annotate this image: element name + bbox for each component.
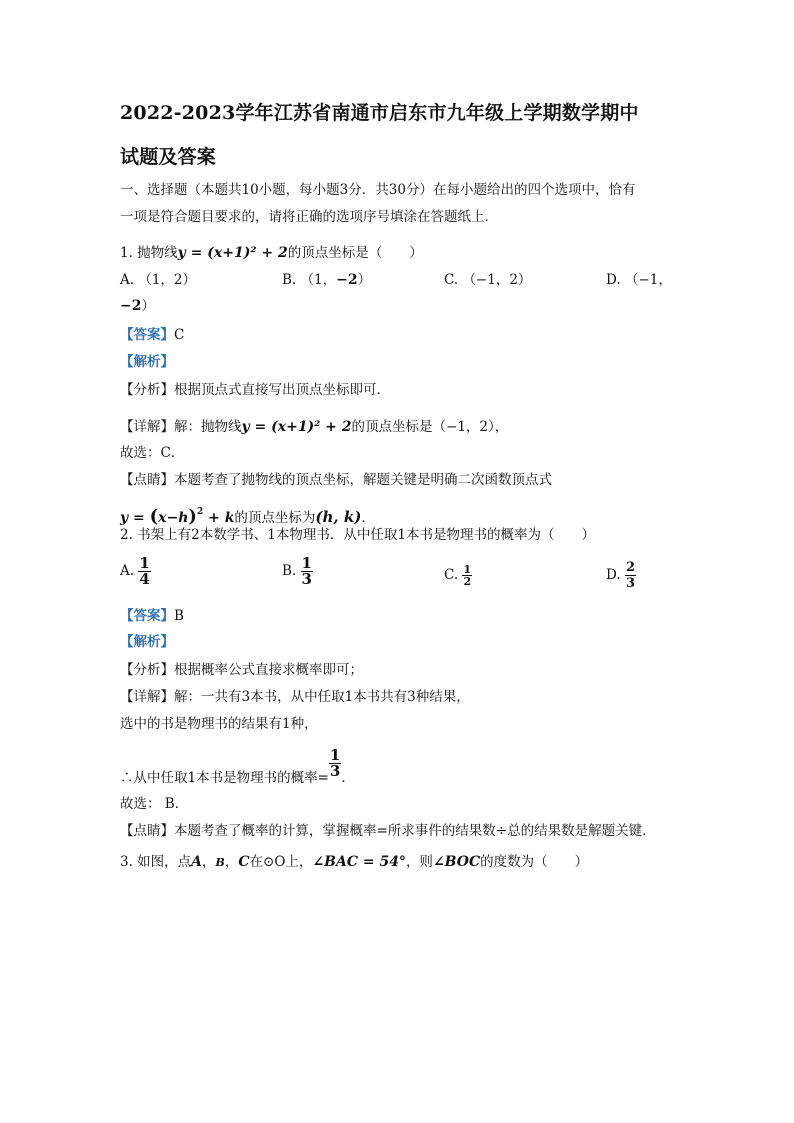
question-1-comment xyxy=(120,470,552,490)
detail-text: 解：抛物线 xyxy=(174,419,242,435)
option-value-end: ） xyxy=(357,272,372,288)
point-b: B xyxy=(215,856,225,869)
question-1-choose: 故选：C． xyxy=(120,445,185,461)
comment-end: ． xyxy=(361,510,375,526)
section-intro-line-1: 一、选择题（本题共10小题，每小题3分．共30分）在每小题给出的四个选项中，恰有 xyxy=(120,182,636,198)
option-value: （−1， xyxy=(624,272,672,288)
question-2-detail-3 xyxy=(120,748,355,788)
question-2-analysis-heading xyxy=(120,632,174,652)
question-2-comment xyxy=(120,821,656,841)
point-a: A xyxy=(191,854,203,870)
option-label: D. xyxy=(606,567,621,583)
fenxi-tag: 【分析】 xyxy=(120,382,174,398)
fraction xyxy=(462,564,472,587)
comment-text-mid: 的顶点坐标为 xyxy=(234,510,316,526)
comment-tag: 【点睛】 xyxy=(120,472,174,488)
question-1-suffix: 的顶点坐标是（ ） xyxy=(287,245,423,261)
question-3-prefix: 3. 如图，点 xyxy=(120,854,192,870)
vertex-point: (h, k) xyxy=(315,508,362,526)
numerator: 1 xyxy=(139,554,150,572)
comment-tag: 【点睛】 xyxy=(120,823,174,839)
question-2-fenxi xyxy=(120,660,363,680)
option-label: D. xyxy=(606,272,621,288)
question-2-stem: 2. 书架上有2本数学书、1本物理书．从中任取1本书是物理书的概率为（ ） xyxy=(120,527,595,543)
question-1-analysis-heading xyxy=(120,352,174,372)
question-1-option-c xyxy=(444,270,531,290)
analysis-tag: 【解析】 xyxy=(120,634,174,650)
fenxi-text: 根据顶点式直接写出顶点坐标即可． xyxy=(174,382,390,398)
numerator: 1 xyxy=(329,746,341,764)
question-2-answer xyxy=(120,606,184,626)
denominator: 3 xyxy=(625,576,635,591)
question-1-option-d-continued xyxy=(120,296,155,316)
option-label: C. xyxy=(444,567,459,583)
question-1-option-a xyxy=(120,270,196,290)
question-3-mid2: ，则 xyxy=(405,854,433,870)
fraction xyxy=(625,560,636,591)
analysis-tag: 【解析】 xyxy=(120,354,174,370)
detail-text-end: 的顶点坐标是（−1，2）， xyxy=(351,419,509,435)
option-label: B. xyxy=(282,272,297,288)
detail-tag: 【详解】 xyxy=(120,689,174,705)
fenxi-tag: 【分析】 xyxy=(120,662,174,678)
option-math: −2 xyxy=(336,272,358,288)
section-intro-line-2: 一项是符合题目要求的，请将正确的选项序号填涂在答题纸上． xyxy=(120,209,498,225)
option-label: A. xyxy=(120,563,135,579)
option-value: （−1，2） xyxy=(462,272,532,288)
denominator: 4 xyxy=(139,570,150,588)
detail-text: ∴从中任取1本书是物理书的概率= xyxy=(120,770,329,786)
comment-text: 本题考查了概率的计算，掌握概率=所求事件的结果数÷总的结果数是解题关键． xyxy=(174,823,656,839)
question-1-stem xyxy=(120,243,423,263)
denominator: 3 xyxy=(301,570,312,588)
vertex-form-formula: $y = (x-h)^2 + k$ xyxy=(120,506,235,527)
question-3-mid: 在⊙O上， xyxy=(249,854,313,870)
question-2-detail-2: 选中的书是物理书的结果有1种， xyxy=(120,716,318,732)
point-c: C xyxy=(238,854,250,870)
question-2-option-b xyxy=(282,556,313,587)
fraction xyxy=(301,556,313,587)
angle-bac: ∠BAC = 54° xyxy=(312,854,406,870)
angle-boc: ∠BOC xyxy=(432,854,481,870)
numerator: 2 xyxy=(625,560,635,575)
denominator: 2 xyxy=(463,575,472,588)
question-1-option-b xyxy=(282,270,371,290)
fraction xyxy=(138,556,150,587)
option-label: B. xyxy=(282,563,297,579)
fraction xyxy=(329,748,341,779)
question-3-stem xyxy=(120,852,588,873)
denominator: 3 xyxy=(329,762,341,780)
option-label: C. xyxy=(444,272,459,288)
answer-tag: 【答案】 xyxy=(120,608,174,624)
option-value: （1， xyxy=(300,272,337,288)
detail-formula: y = (x+1)² + 2 xyxy=(241,419,352,435)
answer-value: C xyxy=(174,327,185,343)
detail-text-end: ． xyxy=(341,770,355,786)
option-value-end: ） xyxy=(141,298,155,314)
document-title-line-1: 2022-2023学年江苏省南通市启东市九年级上学期数学期中 xyxy=(120,102,639,124)
question-1-option-d xyxy=(606,270,672,290)
numerator: 1 xyxy=(463,563,472,576)
question-1-formula: y = (x+1)² + 2 xyxy=(177,245,288,261)
question-2-choose: 故选： B． xyxy=(120,796,189,812)
detail-tag: 【详解】 xyxy=(120,419,174,435)
question-1-prefix: 1. 抛物线 xyxy=(120,245,178,261)
question-1-detail xyxy=(120,417,508,437)
comment-text: 本题考查了抛物线的顶点坐标，解题关键是明确二次函数顶点式 xyxy=(174,472,552,488)
answer-tag: 【答案】 xyxy=(120,327,174,343)
question-1-answer xyxy=(120,325,184,345)
answer-value: B xyxy=(174,608,184,624)
fenxi-text: 根据概率公式直接求概率即可； xyxy=(174,662,363,678)
separator: ， xyxy=(224,854,239,870)
question-2-option-c xyxy=(444,564,472,587)
question-3-suffix: 的度数为（ ） xyxy=(480,854,589,870)
question-2-detail-1 xyxy=(120,687,470,707)
detail-text: 解：一共有3本书，从中任取1本书共有3种结果， xyxy=(174,689,470,705)
option-label: A. xyxy=(120,272,135,288)
option-value: （1，2） xyxy=(138,272,197,288)
question-1-fenxi xyxy=(120,380,390,400)
question-2-option-d xyxy=(606,560,636,591)
separator: ， xyxy=(202,854,216,870)
option-math: −2 xyxy=(120,298,142,314)
document-title-line-2: 试题及答案 xyxy=(120,146,217,168)
numerator: 1 xyxy=(301,554,312,572)
question-2-option-a xyxy=(120,556,151,587)
